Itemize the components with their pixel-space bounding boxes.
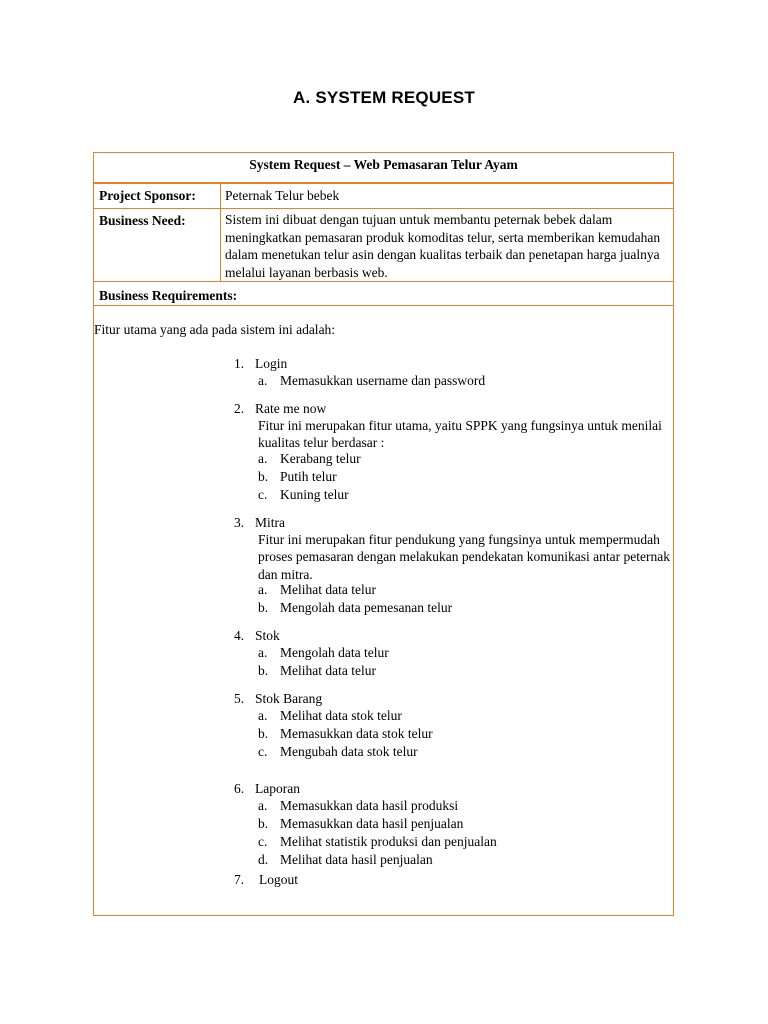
feature-name: Stok (255, 628, 280, 643)
subitem-text: Mengubah data stok telur (280, 744, 418, 759)
divider (94, 305, 673, 306)
subitem-letter: b. (258, 600, 269, 615)
subitem-text: Kuning telur (280, 487, 349, 502)
subitem-text: Melihat data telur (280, 582, 376, 597)
subitem-letter: a. (258, 645, 268, 660)
feature-number: 5. (234, 691, 245, 706)
feature-number: 4. (234, 628, 245, 643)
feature-name: Rate me now (255, 401, 327, 416)
subitem-text: Melihat data hasil penjualan (280, 852, 433, 867)
subitem-text: Memasukkan data hasil penjualan (280, 816, 464, 831)
feature-name: Login (255, 356, 288, 371)
business-requirements-label: Business Requirements: (99, 288, 238, 303)
subitem-letter: c. (258, 744, 268, 759)
subitem-text: Memasukkan username dan password (280, 373, 486, 388)
feature-name: Laporan (255, 781, 300, 796)
divider (94, 182, 673, 184)
column-divider (220, 184, 221, 281)
subitem-letter: a. (258, 798, 268, 813)
feature-number: 6. (234, 781, 245, 796)
subitem-text: Melihat statistik produksi dan penjualan (280, 834, 497, 849)
page-heading: A. SYSTEM REQUEST (293, 88, 475, 107)
feature-name: Mitra (255, 515, 285, 530)
feature-description: Fitur ini merupakan fitur pendukung yang fungsinya untuk mempermudah proses pemasaran dengan melakukan pendekatan komunikasi antar peternak dan mitra. (258, 532, 670, 582)
subitem-letter: a. (258, 582, 268, 597)
subitem-letter: b. (258, 726, 269, 741)
feature-number: 1. (234, 356, 245, 371)
subitem-text: Mengolah data pemesanan telur (280, 600, 453, 615)
feature-name: Logout (259, 872, 298, 887)
divider (94, 281, 673, 282)
subitem-letter: b. (258, 469, 269, 484)
subitem-letter: a. (258, 708, 268, 723)
table-title: System Request – Web Pemasaran Telur Ayam (249, 157, 518, 172)
feature-number: 3. (234, 515, 245, 530)
subitem-text: Memasukkan data stok telur (280, 726, 433, 741)
subitem-text: Melihat data stok telur (280, 708, 402, 723)
feature-number: 7. (234, 872, 245, 887)
subitem-text: Putih telur (280, 469, 337, 484)
subitem-text: Melihat data telur (280, 663, 376, 678)
project-sponsor-label: Project Sponsor: (99, 188, 196, 203)
divider (94, 208, 673, 209)
subitem-letter: d. (258, 852, 269, 867)
subitem-text: Kerabang telur (280, 451, 361, 466)
subitem-letter: c. (258, 834, 268, 849)
subitem-letter: c. (258, 487, 268, 502)
subitem-text: Mengolah data telur (280, 645, 389, 660)
business-need-label: Business Need: (99, 213, 186, 228)
subitem-letter: b. (258, 816, 269, 831)
feature-description: Fitur ini merupakan fitur utama, yaitu SPPK yang fungsinya untuk menilai kualitas telur berdasar : (258, 418, 662, 451)
business-need-value: Sistem ini dibuat dengan tujuan untuk membantu peternak bebek dalam meningkatkan pemasaran produk komoditas telur, serta memberikan kemudahan dalam menetukan telur asin dengan kualitas terbaik dan penetapan harga jualnya melalui layanan berbasis web. (225, 212, 661, 280)
project-sponsor-value: Peternak Telur bebek (225, 188, 340, 203)
subitem-letter: a. (258, 373, 268, 388)
subitem-text: Memasukkan data hasil produksi (280, 798, 459, 813)
subitem-letter: a. (258, 451, 268, 466)
feature-number: 2. (234, 401, 245, 416)
subitem-letter: b. (258, 663, 269, 678)
features-intro: Fitur utama yang ada pada sistem ini adalah: (94, 322, 336, 337)
feature-name: Stok Barang (255, 691, 323, 706)
